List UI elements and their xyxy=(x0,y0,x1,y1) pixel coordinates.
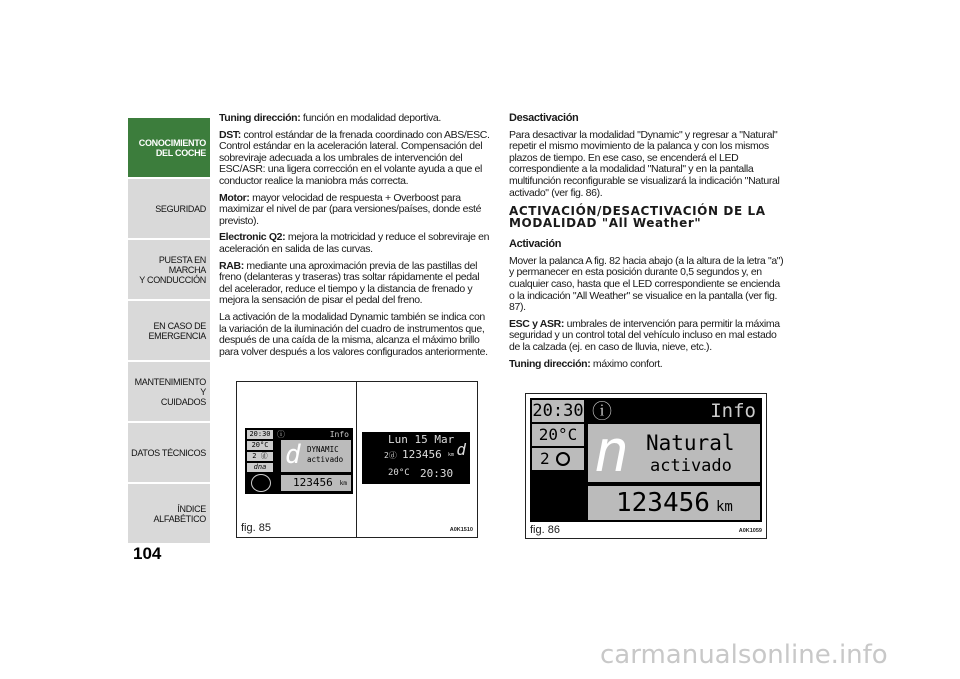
paragraph xyxy=(219,232,494,255)
term-text: control estándar de la frenada coordinado con ABS/ESC. Control estándar en la aceleración lateral. Compensación del sobreviraje adecuada a los umbrales de intervención del ESC/ASR: una ligera corrección en el volante ayuda a que el conductor realice la maniobra más correcta. xyxy=(219,128,490,187)
gear-panel xyxy=(532,448,584,470)
tab-label: SEGURIDAD xyxy=(155,203,206,214)
term-text: mayor velocidad de respuesta + Overboost para maximizar el nivel de par (para versiones/países, donde esté previsto). xyxy=(219,191,482,227)
tab-datos-tecnicos[interactable] xyxy=(128,423,210,482)
mode-panel xyxy=(281,440,351,472)
odometer-value: 123456 xyxy=(293,476,333,489)
figure-caption: fig. 86 xyxy=(530,524,560,536)
odometer-unit: km xyxy=(448,452,455,458)
tab-puesta-en-marcha[interactable] xyxy=(128,240,210,299)
paragraph xyxy=(219,193,494,228)
term-text: mediante una aproximación previa de las pastillas del freno (delanteras y traseras) tras soltar rápidamente el pedal del acelerador, reduce el tiempo y la distancia de frenado y mejora la sensación de pisar el pedal del freno. xyxy=(219,259,480,307)
watermark: carmanualsonline.info xyxy=(600,640,888,670)
tab-label: PUESTA EN MARCHA Y CONDUCCIÓN xyxy=(139,254,206,285)
mode-panel xyxy=(588,417,760,485)
tab-label: CONOCIMIENTO DEL COCHE xyxy=(138,137,206,158)
subheading: Activación xyxy=(509,238,562,251)
term-label: RAB: xyxy=(219,259,244,272)
figure-caption: fig. 85 xyxy=(241,522,271,534)
term-label: DST: xyxy=(219,128,241,141)
page-number: 104 xyxy=(133,544,162,563)
paragraph xyxy=(219,113,494,125)
info-icon: ⓘ xyxy=(592,399,612,423)
tab-conocimiento[interactable] xyxy=(128,118,210,177)
tab-mantenimiento[interactable] xyxy=(128,362,210,421)
tab-label: ÍNDICE ALFABÉTICO xyxy=(153,503,206,524)
fig85-left-display xyxy=(245,428,353,494)
time-readout: 20:30 xyxy=(247,430,273,439)
section-title-line: ACTIVACIÓN/DESACTIVACIÓN DE LA xyxy=(509,204,766,219)
term-text: mejora la motricidad y reduce el sobreviraje en aceleración en salida de las curvas. xyxy=(219,231,490,255)
drive-mode-icon xyxy=(556,452,570,466)
temperature-readout: 20°C xyxy=(247,441,273,450)
temperature-readout: 20°C xyxy=(388,468,410,478)
paragraph: La activación de la modalidad Dynamic también se indica con la variación de la iluminación del cuadro de instrumentos que, después de una caída de la misma, alcanza el máximo brillo para volver después a los valores configurados anteriormente. xyxy=(219,310,488,358)
globe-icon xyxy=(251,474,271,492)
figure-86 xyxy=(525,393,767,539)
left-text-column xyxy=(219,113,494,363)
odometer-panel xyxy=(588,486,760,520)
odometer-panel xyxy=(281,475,351,491)
mode-letter: n xyxy=(594,417,629,485)
figure-85 xyxy=(236,381,478,538)
info-label: Info xyxy=(329,430,349,439)
term-text: función en modalidad deportiva. xyxy=(300,112,441,124)
time-readout: 20:30 xyxy=(532,401,584,421)
tab-seguridad[interactable] xyxy=(128,179,210,238)
temperature-readout: 20°C xyxy=(532,424,584,446)
odometer-value: 123456 xyxy=(616,488,710,518)
info-icon: ⓘ xyxy=(277,430,285,439)
tab-label: DATOS TÉCNICOS xyxy=(131,447,206,458)
odometer-value: 123456 xyxy=(402,448,442,461)
tab-label: MANTENIMIENTO Y CUIDADOS xyxy=(134,376,206,407)
odometer-unit: km xyxy=(716,499,733,515)
figure-divider xyxy=(356,382,357,537)
subheading: Desactivación xyxy=(509,112,579,124)
figure-code: A0K1510 xyxy=(449,527,473,533)
right-text-column xyxy=(509,113,785,375)
paragraph xyxy=(509,359,785,371)
term-text: umbrales de intervención para permitir la máxima seguridad y un control total del vehículo incluso en mal estado de la calzada (ej. en caso de lluvia, nieve, etc.). xyxy=(509,317,780,353)
mode-line1: Natural xyxy=(646,431,735,455)
fig85-right-display xyxy=(362,432,470,484)
term-label: Tuning dirección: xyxy=(509,357,591,370)
gear-readout: 2 xyxy=(540,449,550,468)
mode-letter: d xyxy=(285,440,301,470)
paragraph: Para desactivar la modalidad "Dynamic" y regresar a "Natural" repetir el mismo movimiento de la palanca y con los mismos plazos de tiempo. En ese caso, se encenderá el LED correspondiente a la modalidad "Natural" y en la pantalla multifunción reconfigurable se visualizará la indicación "Natural activado" (ver fig. 86). xyxy=(509,128,780,199)
section-title xyxy=(509,205,785,229)
mode-line2: activado xyxy=(307,455,344,464)
gear-readout: 2 ⓓ xyxy=(247,452,273,461)
paragraph xyxy=(509,319,785,354)
chapter-sidebar xyxy=(128,118,210,545)
tab-emergencia[interactable] xyxy=(128,301,210,360)
paragraph: Mover la palanca A fig. 82 hacia abajo (a la altura de la letra "a") y permanecer en esta posición durante 0,5 segundos y, en cualquier caso, hasta que el LED correspondiente se encienda o la indicación "All Weather" se visualice en la pantalla (ver fig. 87). xyxy=(509,254,784,314)
paragraph xyxy=(219,130,494,188)
term-text: máximo confort. xyxy=(590,357,663,370)
figure-code: A0K1059 xyxy=(738,528,762,534)
mode-line2: activado xyxy=(650,456,732,476)
tab-label: EN CASO DE EMERGENCIA xyxy=(148,320,206,341)
dna-logo: dna xyxy=(247,463,273,472)
paragraph xyxy=(219,261,494,307)
term-label: Motor: xyxy=(219,191,250,204)
date-readout: Lun 15 Mar xyxy=(388,433,455,446)
odometer-unit: km xyxy=(339,480,347,487)
mode-line1: DYNAMIC xyxy=(307,445,339,454)
term-label: ESC y ASR: xyxy=(509,317,565,330)
mode-letter: d xyxy=(456,440,466,459)
clock-readout: 20:30 xyxy=(420,467,454,480)
info-label: Info xyxy=(710,400,756,422)
term-label: Electronic Q2: xyxy=(219,231,286,244)
fig86-display xyxy=(530,398,762,522)
section-title-line: MODALIDAD "All Weather" xyxy=(509,216,702,231)
term-label: Tuning dirección: xyxy=(219,112,301,124)
tab-indice[interactable] xyxy=(128,484,210,543)
gear-readout: 2ⓓ xyxy=(384,451,397,460)
